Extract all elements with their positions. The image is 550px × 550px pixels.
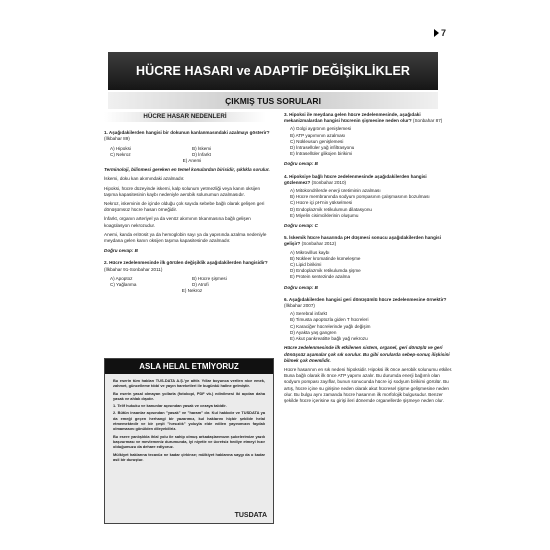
triangle-marker-icon (434, 29, 439, 37)
correct-answer: Doğru cevap: B (284, 161, 318, 167)
subtitle-band (108, 92, 438, 109)
options (110, 146, 274, 165)
question-stem: 6. Aşağıdakilerden hangisi geri dönüşümlü hücre zedelenmesine örnektir? (İlkbahar 2007) (284, 296, 447, 309)
option: E) Akut pankreatitte bağlı yağ nekrozu (290, 336, 368, 342)
subtitle: ÇIKMIŞ TUS SORULARI (225, 95, 321, 106)
option: C) Hücre içi pH'nin yükselmesi (290, 200, 353, 206)
option: A) Serebral infarkt (290, 311, 328, 317)
question-stem: 1. Aşağıdakilerden hangisi bir dokunun kanlanmasındaki azalmayı gösterir? (İlkbahar 89) (104, 130, 270, 142)
option: C) Yağlanma (110, 282, 137, 288)
option: C) Lipid birikimi (290, 262, 322, 268)
option: A) Mitokondrilerde enerji üretiminin azalması (290, 188, 381, 194)
tusdata-brand: TUSDATA (234, 512, 267, 519)
option: E) Miyelin cisimciklerinin oluşumu (290, 212, 359, 218)
question-stem: 3. Hipoksi ile meydana gelen hücre zedelenmesinde, aşağıdaki mekanizmalardan hangisi hücrenin şişmesine neden olur? (Sonbahar 87) (284, 112, 443, 124)
question-4 (284, 174, 454, 230)
question-stem: 5. İskemik hücre hasarında pH düşmesi sonucu aşağıdakilerden hangisi gelişir? (Sonbahar 2012) (284, 235, 442, 247)
option: B) Hücre membranında sodyum pompasının çalışmasının bozulması (290, 194, 430, 200)
option: B) Timusta apoptozla giden T hücreleri (290, 317, 369, 323)
correct-answer: Doğru cevap: B (104, 248, 138, 254)
option: A) Apoptoz (110, 275, 133, 281)
explanation-paragraph: İskemi, doku kan akımındaki azalmadır. (104, 176, 185, 182)
explanation-paragraph: İnfarkt, organın arteriyel ya da venöz akımının tıkanmasına bağlı gelişen koagülasyon nekrozudur. (104, 216, 251, 228)
option: D) Ayakta yaş gangren (290, 329, 337, 335)
right-column (284, 112, 454, 408)
explanation-paragraph: Nekroz, iskeminin de içinde olduğu çok sayıda sebebe bağlı olarak gelişen geri dönüşümsüz hücre hasarı örneğidir. (104, 201, 265, 213)
explanation-paragraph: Hipoksi, hücre düzeyinde iskemi, kalp solunum yetmezliği veya kanın oksijen taşıma kapasitesinin kaybı nedeniyle aerobik solunumun azalmasıdır. (104, 185, 261, 197)
notice-paragraph: Bu eserin yasal olmayan yollarla (fotokopi, PDF vb.) edinilmesi iki açıdan daha yasak ve ahlak dışıdır. (113, 390, 265, 401)
option: D) Endoplazmik retikulumda şişme (290, 268, 361, 274)
chapter-title-band (108, 52, 438, 90)
option: B) Hücre şişmesi (192, 275, 227, 281)
question-stem: 2. Hücre zedelenmesinde ilk görülen değişiklik aşağıdakilerden hangisidir? (İlkbahar 91-Sonbahar 2011) (104, 260, 268, 272)
notice-heading: ASLA HELAL ETMİYORUZ (105, 359, 273, 374)
option: E) Nekroz (181, 288, 203, 294)
question-3 (284, 112, 454, 168)
left-column (104, 112, 274, 298)
option: A) Golgi aygıtının genişlemesi (290, 126, 352, 132)
option: E) Protein sentezinde azalma (290, 274, 351, 280)
page-number (434, 28, 446, 38)
options (290, 188, 454, 219)
keyword-note: Hücre zedelenmesinde ilk etkilenen sistem, organel, geri dönüşlü ve geri dönüşsüz aşamalar çok sık sorulur. Bu gibi sorularda sebep-sonuç ilişkisini bilmek çok önemlidir. (284, 345, 450, 363)
option: D) Endoplazmik retikulumun dilatasyonu (290, 206, 372, 212)
options (290, 250, 454, 281)
option: E) Anemi (182, 158, 202, 164)
explanation-paragraph: Anemi, kanda eritrosit ya da hemoglobin sayı ya da yapısında azalma nedeniyle meydana gelen kanın oksijen taşıma kapasitesinde azalmadır. (104, 231, 267, 244)
option: B) İskemi (192, 145, 212, 151)
option: E) İntrasellüler glikojen birikimi (290, 151, 353, 157)
notice-item: 1. Telif hukuku ve kanunlar açısından yasak ve cezaya tabidir. (113, 403, 227, 409)
keyword-note: Terminoloji, bilinmesi gereken en temel konulardan birisidir, şıklıkla sorulur. (104, 167, 270, 173)
options (290, 311, 454, 342)
section-heading: HÜCRE HASAR NEDENLERİ (104, 112, 266, 122)
notice-paragraph: Mülkiyet haklarına tecavüz ne kadar çirkinse; mülkiyet haklarına saygı da o kadar asil bir duruştur. (113, 451, 265, 462)
option: B) ATP yapımının azalması (290, 132, 346, 138)
option: A) Hipoksi (110, 145, 131, 151)
options (110, 276, 274, 295)
options (290, 126, 454, 157)
option: D) İntrasellüler yağ infiltrasyonu (290, 145, 355, 151)
correct-answer: Doğru cevap: B (284, 284, 318, 290)
option: D) Atrofi (192, 282, 209, 288)
option: C) Nükleusun genişlemesi (290, 138, 344, 144)
correct-answer: Doğru cevap: C (284, 223, 318, 229)
option: B) Nükleer kromatinde kümeleşme (290, 255, 361, 261)
copyright-notice-box (104, 358, 274, 524)
notice-paragraph: Bu esere yanlışlıkla ihlal yolu ile sahip olmuş arkadaşlarımızın şubelerimize yazılı başvurması ve mevlemeniz durumunda, iyi niyetle ve ücretsiz hediye etmeyi hızır olduğumuzu da dehare ediyoruz. (113, 433, 265, 450)
question-6 (284, 297, 454, 404)
question-stem: 4. Hipoksiye bağlı hücre zedelenmesinde aşağıdakilerden hangisi gözlenmez? (Sonbahar 2010) (284, 173, 427, 185)
chapter-title: HÜCRE HASARI ve ADAPTİF DEĞİŞİKLİKLER (135, 64, 411, 78)
option: C) Karaciğer hücrelerinde yağlı değişim (290, 323, 371, 329)
notice-paragraph: Bu eserin tüm hakları TUS-DATA A.Ş.'ye aittir. Yıllar boyunca verilen nice emek, zahmet, güncelleme tıbbî ve yayın hareketleri ile bugünkü haline gelmiştir. (113, 378, 265, 389)
notice-item: 2. Bütün insanlar açısından "yasak" ve "haram" dır. Kul hakkıdır ve TUSDATA ya da emeği geçen herhangi bir yazarımız, kul haklarını hiçbir şekilde helal etmemektedir ve bir çeşit "hırsızlık" yoluyla elde edilen yayınımızın faydalı olmamasını gönülden dileyebiliriz. (113, 410, 265, 432)
option: C) Nekroz (110, 151, 131, 157)
page-number-text: 7 (440, 28, 446, 38)
notice-body (105, 374, 273, 468)
question-1 (104, 130, 274, 254)
explanation-paragraph: Hücre hasarının en sık nedeni hipoksidir. Hipoksi ilk önce aerobik solunumu etkiler. Buna bağlı olarak ilk önce ATP yapımı azalır. Bu durumda enerji bağımlı olan sodyum pompası zayıflar, bunun sonucunda hücre içi sodyum birikimi görülür. Bu artış, hücre içine su girişine neden olarak akut hücresel şişme gelişmesine neden olur. Bu bulgu aynı zamanda hücre hasarının ilk morfolojik bulgusudur. Benzer şekilde hücre içerisine su girişi ileri dönemde organellerde şişmeye neden olur. (284, 366, 453, 403)
option: D) İnfarkt (192, 151, 211, 157)
question-2 (104, 260, 274, 294)
option: A) Mikrovillus kaybı (290, 249, 330, 255)
question-5 (284, 235, 454, 291)
